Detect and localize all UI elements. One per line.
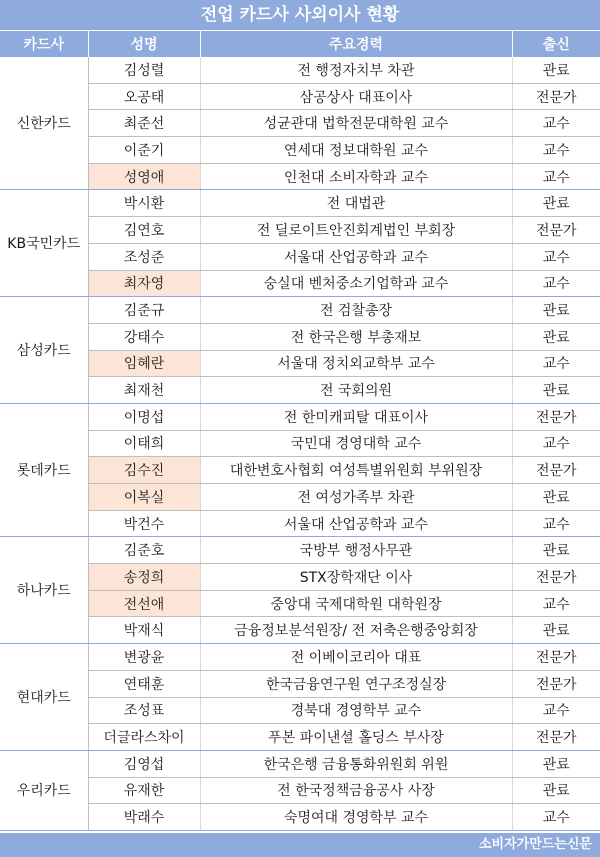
career-cell: 전 여성가족부 차관 [200, 484, 512, 511]
origin-cell: 교수 [512, 804, 600, 831]
name-cell: 유재한 [88, 777, 200, 804]
table-row [0, 537, 600, 564]
origin-cell: 교수 [512, 163, 600, 190]
table-row [0, 724, 600, 751]
career-cell: 서울대 정치외교학부 교수 [200, 350, 512, 377]
origin-cell: 전문가 [512, 564, 600, 591]
origin-cell: 전문가 [512, 403, 600, 430]
career-cell: 국방부 행정사무관 [200, 537, 512, 564]
table-row [0, 430, 600, 457]
name-cell: 임혜란 [88, 350, 200, 377]
name-cell: 성영애 [88, 163, 200, 190]
career-cell: 전 한미캐피탈 대표이사 [200, 403, 512, 430]
career-cell: 숭실대 벤처중소기업학과 교수 [200, 270, 512, 297]
name-cell: 김수진 [88, 457, 200, 484]
table-row [0, 297, 600, 324]
career-cell: 인천대 소비자학과 교수 [200, 163, 512, 190]
name-cell: 오공태 [88, 83, 200, 110]
career-cell: 한국금융연구원 연구조정실장 [200, 670, 512, 697]
career-cell: 서울대 산업공학과 교수 [200, 510, 512, 537]
company-cell: 신한카드 [0, 57, 88, 190]
origin-cell: 전문가 [512, 670, 600, 697]
origin-cell: 전문가 [512, 724, 600, 751]
career-cell: 중앙대 국제대학원 대학원장 [200, 590, 512, 617]
career-cell: 전 대법관 [200, 190, 512, 217]
name-cell: 더글라스차이 [88, 724, 200, 751]
table-body [0, 57, 600, 830]
name-cell: 김준규 [88, 297, 200, 324]
name-cell: 조성준 [88, 243, 200, 270]
name-cell: 박건수 [88, 510, 200, 537]
company-cell: KB국민카드 [0, 190, 88, 297]
origin-cell: 교수 [512, 697, 600, 724]
name-cell: 송정희 [88, 564, 200, 591]
career-cell: 금융정보분석원장/ 전 저축은행중앙회장 [200, 617, 512, 644]
table-row [0, 670, 600, 697]
career-cell: 전 검찰총장 [200, 297, 512, 324]
table-row [0, 403, 600, 430]
origin-cell: 교수 [512, 590, 600, 617]
career-cell: 푸본 파이낸셜 홀딩스 부사장 [200, 724, 512, 751]
company-cell: 우리카드 [0, 750, 88, 830]
name-cell: 강태수 [88, 323, 200, 350]
table-row [0, 350, 600, 377]
career-cell: 한국은행 금융통화위원회 위원 [200, 750, 512, 777]
company-cell: 삼성카드 [0, 297, 88, 404]
career-cell: 전 한국정책금융공사 사장 [200, 777, 512, 804]
header-career: 주요경력 [200, 31, 512, 57]
origin-cell: 교수 [512, 270, 600, 297]
name-cell: 김준호 [88, 537, 200, 564]
table-row [0, 617, 600, 644]
name-cell: 최준선 [88, 110, 200, 137]
table-row [0, 697, 600, 724]
table-row [0, 484, 600, 511]
origin-cell: 관료 [512, 57, 600, 83]
career-cell: 경북대 경영학부 교수 [200, 697, 512, 724]
table-row [0, 564, 600, 591]
table-row [0, 510, 600, 537]
career-cell: 성균관대 법학전문대학원 교수 [200, 110, 512, 137]
table-title: 전업 카드사 사외이사 현황 [0, 0, 600, 31]
name-cell: 김성렬 [88, 57, 200, 83]
table-row [0, 590, 600, 617]
career-cell: STX장학재단 이사 [200, 564, 512, 591]
table-row [0, 83, 600, 110]
origin-cell: 관료 [512, 323, 600, 350]
company-cell: 현대카드 [0, 644, 88, 751]
name-cell: 이복실 [88, 484, 200, 511]
table-row [0, 644, 600, 671]
origin-cell: 관료 [512, 777, 600, 804]
name-cell: 김연호 [88, 217, 200, 244]
origin-cell: 전문가 [512, 217, 600, 244]
origin-cell: 관료 [512, 190, 600, 217]
table-row [0, 163, 600, 190]
origin-cell: 관료 [512, 617, 600, 644]
career-cell: 대한변호사협회 여성특별위원회 부위원장 [200, 457, 512, 484]
table-row [0, 137, 600, 164]
table-row [0, 377, 600, 404]
origin-cell: 전문가 [512, 644, 600, 671]
table-row [0, 110, 600, 137]
origin-cell: 관료 [512, 484, 600, 511]
origin-cell: 관료 [512, 377, 600, 404]
origin-cell: 교수 [512, 137, 600, 164]
table-row [0, 750, 600, 777]
table-row [0, 457, 600, 484]
name-cell: 이준기 [88, 137, 200, 164]
name-cell: 최자영 [88, 270, 200, 297]
career-cell: 숙명여대 경영학부 교수 [200, 804, 512, 831]
career-cell: 전 이베이코리아 대표 [200, 644, 512, 671]
table-row [0, 777, 600, 804]
directors-table [0, 31, 600, 831]
career-cell: 전 행정자치부 차관 [200, 57, 512, 83]
origin-cell: 교수 [512, 243, 600, 270]
table-row [0, 190, 600, 217]
header-company: 카드사 [0, 31, 88, 57]
header-origin: 출신 [512, 31, 600, 57]
table-row [0, 243, 600, 270]
header-name: 성명 [88, 31, 200, 57]
name-cell: 박재식 [88, 617, 200, 644]
table-row [0, 217, 600, 244]
origin-cell: 전문가 [512, 83, 600, 110]
name-cell: 전선애 [88, 590, 200, 617]
company-cell: 롯데카드 [0, 403, 88, 536]
origin-cell: 교수 [512, 110, 600, 137]
name-cell: 변광윤 [88, 644, 200, 671]
career-cell: 연세대 정보대학원 교수 [200, 137, 512, 164]
name-cell: 이태희 [88, 430, 200, 457]
origin-cell: 교수 [512, 350, 600, 377]
table-row [0, 804, 600, 831]
header-row [0, 31, 600, 57]
career-cell: 전 한국은행 부총재보 [200, 323, 512, 350]
career-cell: 전 국회의원 [200, 377, 512, 404]
career-cell: 전 딜로이트안진회계법인 부회장 [200, 217, 512, 244]
origin-cell: 관료 [512, 537, 600, 564]
name-cell: 이명섭 [88, 403, 200, 430]
origin-cell: 교수 [512, 430, 600, 457]
name-cell: 김영섭 [88, 750, 200, 777]
origin-cell: 관료 [512, 750, 600, 777]
table-row [0, 323, 600, 350]
career-cell: 삼공상사 대표이사 [200, 83, 512, 110]
origin-cell: 전문가 [512, 457, 600, 484]
name-cell: 최재천 [88, 377, 200, 404]
name-cell: 박래수 [88, 804, 200, 831]
source-footer: 소비자가만드는신문 [0, 833, 600, 857]
career-cell: 국민대 경영대학 교수 [200, 430, 512, 457]
career-cell: 서울대 산업공학과 교수 [200, 243, 512, 270]
origin-cell: 교수 [512, 510, 600, 537]
company-cell: 하나카드 [0, 537, 88, 644]
name-cell: 연태훈 [88, 670, 200, 697]
origin-cell: 관료 [512, 297, 600, 324]
name-cell: 박시환 [88, 190, 200, 217]
table-row [0, 270, 600, 297]
name-cell: 조성표 [88, 697, 200, 724]
table-row [0, 57, 600, 83]
